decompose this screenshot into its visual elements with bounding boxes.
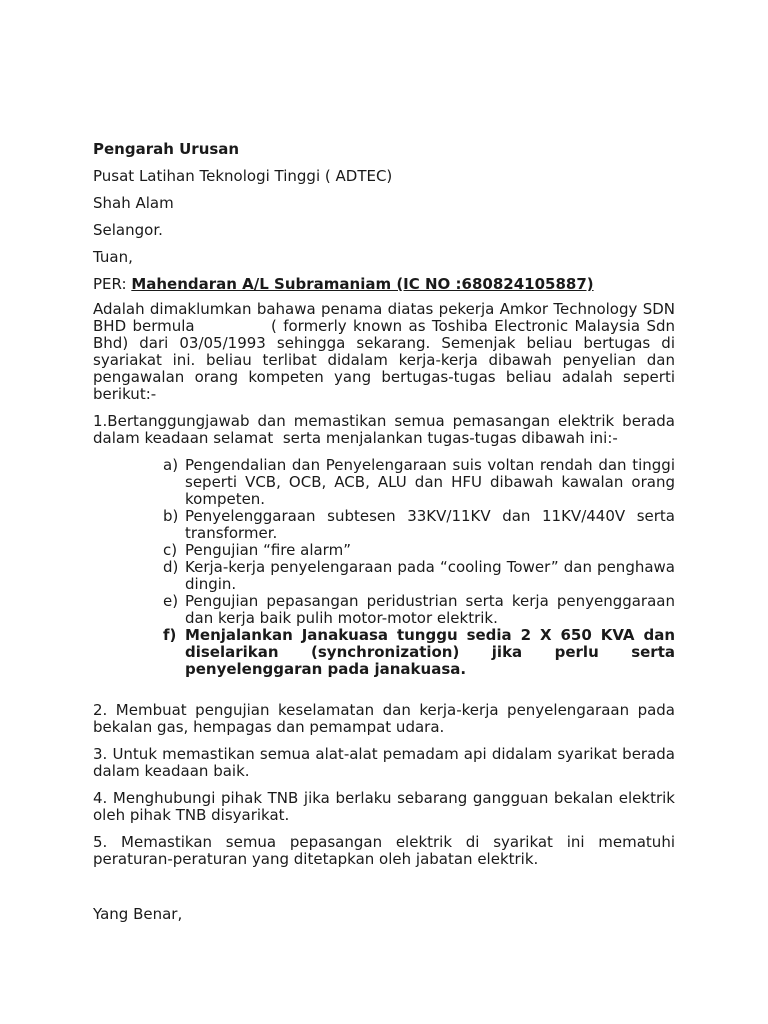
list-marker: e) [163, 592, 179, 610]
list-marker: d) [163, 558, 179, 576]
salutation: Tuan, [93, 248, 133, 266]
recipient-title: Pengarah Urusan [93, 140, 240, 158]
intro-paragraph: Adalah dimaklumkan bahawa penama diatas pekerja Amkor Technology SDN BHD bermula ( formerly known as Toshiba Electronic Malaysia Sdn Bhd) dari 03/05/1993 sehingga sekarang. Semenjak beliau bertugas di syariakat ini. beliau terlibat didalam kerja-kerja dibawah penyelian dan pengawalan orang kompeten yang bertugas-tugas beliau adalah seperti berikut:- [93, 300, 680, 403]
closing: Yang Benar, [93, 905, 183, 923]
duty-list [93, 457, 675, 678]
subject-prefix: PER: [93, 275, 132, 293]
list-marker: a) [163, 456, 179, 474]
list-item-text: Penyelenggaraan subtesen 33KV/11KV dan 11KV/440V serta transformer. [185, 507, 675, 542]
point-4: 4. Menghubungi pihak TNB jika berlaku sebarang gangguan bekalan elektrik oleh pihak TNB disyarikat. [93, 789, 675, 824]
point-3: 3. Untuk memastikan semua alat-alat pemadam api didalam syarikat berada dalam keadaan baik. [93, 745, 675, 780]
list-item-text: Kerja-kerja penyelengaraan pada “cooling Tower” dan penghawa dingin. [185, 558, 675, 593]
list-item-text: Pengujian pepasangan peridustrian serta kerja penyenggaraan dan kerja baik pulih motor-motor elektrik. [185, 592, 675, 627]
recipient-city: Shah Alam [93, 194, 174, 212]
point-1: 1.Bertanggungjawab dan memastikan semua pemasangan elektrik berada dalam keadaan selamat serta menjalankan tugas-tugas dibawah ini:- [93, 412, 680, 447]
list-marker: f) [163, 626, 177, 644]
list-item [163, 627, 675, 678]
recipient-state: Selangor. [93, 221, 163, 239]
list-item [163, 508, 675, 542]
list-item [163, 457, 675, 508]
letter-body [93, 140, 680, 923]
list-marker: b) [163, 507, 179, 525]
subject-line [93, 276, 675, 293]
list-item-text: Pengendalian dan Penyelengaraan suis voltan rendah dan tinggi seperti VCB, OCB, ACB, ALU dan HFU dibawah kawalan orang kompeten. [185, 456, 675, 508]
list-item [163, 559, 675, 593]
recipient-org: Pusat Latihan Teknologi Tinggi ( ADTEC) [93, 167, 393, 185]
point-5: 5. Memastikan semua pepasangan elektrik di syarikat ini mematuhi peraturan-peraturan yang ditetapkan oleh jabatan elektrik. [93, 833, 675, 868]
list-item-text: Menjalankan Janakuasa tunggu sedia 2 X 650 KVA dan diselarikan (synchronization) jika perlu serta penyelenggaran pada janakuasa. [185, 626, 675, 678]
point-2: 2. Membuat pengujian keselamatan dan kerja-kerja penyelengaraan pada bekalan gas, hempagas dan pemampat udara. [93, 701, 675, 736]
list-item [163, 542, 675, 559]
list-item [163, 593, 675, 627]
list-marker: c) [163, 541, 178, 559]
list-item-text: Pengujian “fire alarm” [185, 541, 351, 559]
subject-name: Mahendaran A/L Subramaniam (IC NO :680824105887) [131, 275, 594, 293]
